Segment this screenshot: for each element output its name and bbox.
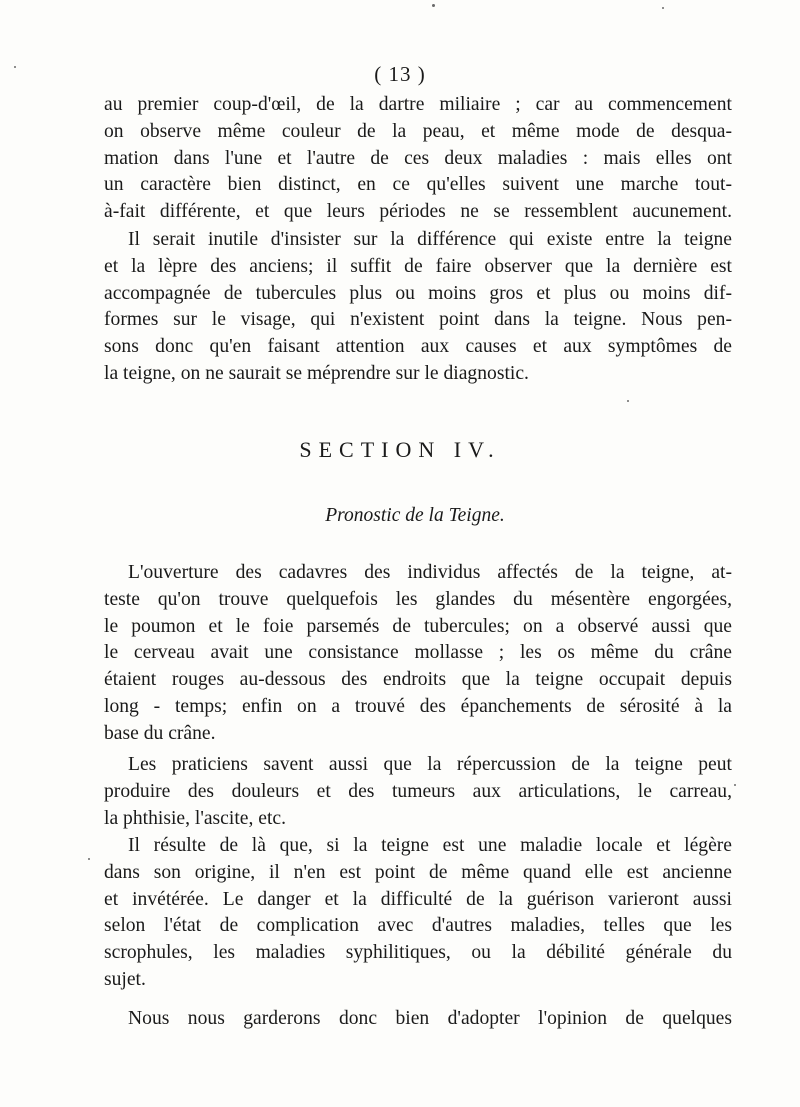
text-line: base du crâne. [104, 722, 216, 744]
text-line: mation dans l'une et l'autre de ces deux maladies : mais elles ont [104, 147, 732, 169]
text-line: au premier coup-d'œil, de la dartre miliaire ; car au commencement [104, 94, 732, 115]
ink-speck [432, 4, 435, 7]
ink-speck [14, 66, 16, 68]
paragraph-6 [104, 1006, 732, 1033]
paragraph-5 [104, 833, 732, 994]
text-line: le cerveau avait une consistance mollasse ; les os même du crâne [104, 642, 732, 664]
text-line: teste qu'on trouve quelquefois les glandes du mésentère engorgées, [104, 588, 732, 610]
text-line: à-fait différente, et que leurs périodes ne se ressemblent aucunement. [104, 201, 732, 223]
paragraph-4 [104, 752, 732, 832]
ink-speck [662, 7, 664, 9]
text-line: sujet. [104, 968, 146, 990]
text-line: un caractère bien distinct, en ce qu'elles suivent une marche tout- [104, 174, 732, 196]
text-line: et invétérée. Le danger et la difficulté de la guérison varieront aussi [104, 888, 732, 910]
text-line: scrophules, les maladies syphilitiques, ou la débilité générale du [104, 942, 732, 964]
text-line: la teigne, on ne saurait se méprendre sur le diagnostic. [104, 362, 529, 384]
text-line: produire des douleurs et des tumeurs aux articulations, le carreau, [104, 780, 732, 802]
text-line: Il résulte de là que, si la teigne est une maladie locale et légère [128, 835, 732, 856]
ink-speck [734, 784, 736, 786]
paragraph-1 [104, 92, 732, 226]
paragraph-2 [104, 227, 732, 388]
section-heading: SECTION IV. [299, 437, 501, 462]
text-line: long - temps; enfin on a trouvé des épanchements de sérosité à la [104, 695, 732, 717]
text-line: et la lèpre des anciens; il suffit de faire observer que la dernière est [104, 255, 732, 277]
ink-speck [88, 858, 90, 860]
page-number: ( 13 ) [374, 62, 426, 86]
ink-speck [627, 400, 629, 402]
text-line: Les praticiens savent aussi que la répercussion de la teigne peut [128, 754, 732, 775]
text-line: le poumon et le foie parsemés de tubercules; on a observé aussi que [104, 615, 732, 637]
text-line: dans son origine, il n'en est point de même quand elle est ancienne [104, 861, 732, 883]
text-line: étaient rouges au-dessous des endroits que la teigne occupait depuis [104, 669, 732, 691]
text-line: Il serait inutile d'insister sur la différence qui existe entre la teigne [128, 229, 732, 250]
text-line: selon l'état de complication avec d'autres maladies, telles que les [104, 915, 732, 937]
text-line: la phthisie, l'ascite, etc. [104, 807, 286, 829]
text-line: sons donc qu'en faisant attention aux causes et aux symptômes de [104, 336, 732, 358]
text-line: on observe même couleur de la peau, et même mode de desqua- [104, 120, 732, 142]
text-line: accompagnée de tubercules plus ou moins gros et plus ou moins dif- [104, 282, 732, 304]
section-subheading: Pronostic de la Teigne. [325, 505, 505, 526]
paragraph-3 [104, 560, 732, 748]
text-line: L'ouverture des cadavres des individus affectés de la teigne, at- [128, 562, 732, 583]
text-line: Nous nous garderons donc bien d'adopter l'opinion de quelques [128, 1008, 732, 1029]
text-line: formes sur le visage, qui n'existent point dans la teigne. Nous pen- [104, 309, 732, 331]
